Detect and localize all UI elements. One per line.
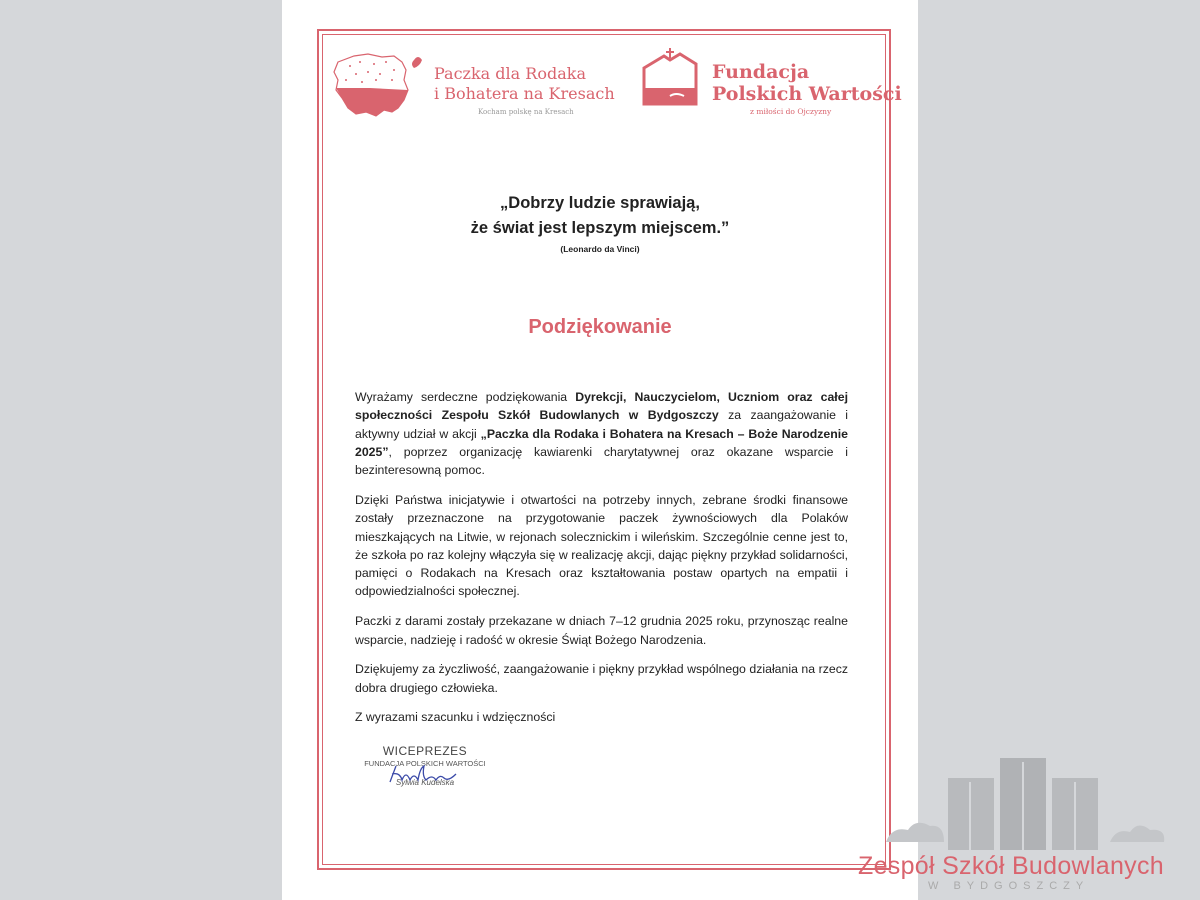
paragraph-2: Dzięki Państwa inicjatywie i otwartości na potrzeby innych, zebrane środki finansowe zostały przeznaczone na przygotowanie paczek żywnościowych dla Polaków mieszkających na Litwie, w rejonach solecznickim i wileńskim. Szczególnie cenne jest to, że szkoła po raz kolejny włączyła się w realizację akcji, dając piękny przykład solidarności, pamięci o Rodakach na Kresach oraz kształtowania postaw opartych na empatii i odpowiedzialności społecznej. [355, 492, 848, 599]
foundation-logo-subtitle: z miłości do Ojczyzny [750, 107, 832, 116]
quote-line-1: „Dobrzy ludzie sprawiają, [500, 194, 700, 212]
quote-line-2: że świat jest lepszym miejscem.” [470, 219, 730, 237]
letter-heading: Podziękowanie [528, 316, 672, 338]
poland-map-logo-icon [330, 50, 428, 122]
letter-page [282, 0, 918, 900]
quote-author: (Leonardo da Vinci) [560, 244, 640, 254]
paragraph-1: Wyrażamy serdeczne podziękowania Dyrekcji, Nauczycielom, Uczniom oraz całej społeczności Zespołu Szkół Budowlanych w Bydgoszczy za zaangażowanie i aktywny udział w akcji „Paczka dla Rodaka i Bohatera na Kresach – Boże Narodzenie 2025”, poprzez organizację kawiarenki charytatywnej oraz okazane wsparcie i bezinteresowną pomoc. [355, 390, 848, 478]
foundation-logo-title: Fundacja Polskich Wartości [712, 61, 902, 105]
paragraph-3: Paczki z darami zostały przekazane w dniach 7–12 grudnia 2025 roku, przynosząc realne wsparcie, nadzieję i radość w okresie Świąt Bożego Narodzenia. [355, 614, 848, 647]
letter-body [355, 388, 848, 738]
closing-line: Z wyrazami szacunku i wdzięczności [355, 710, 556, 725]
stamp-title: WICEPREZES [382, 744, 468, 758]
foundation-logo-icon [640, 44, 706, 116]
quote [282, 191, 918, 241]
stamp-name: Sylwia Kudelska [395, 778, 455, 787]
school-city: W BYDGOSZCZY [928, 880, 1090, 892]
handwritten-signature [382, 760, 472, 790]
paragraph-4: Dziękujemy za życzliwość, zaangażowanie i piękny przykład wspólnego działania na rzecz dobra drugiego człowieka. [355, 662, 848, 695]
school-name: Zespół Szkół Budowlanych [858, 852, 1164, 880]
campaign-logo-title: Paczka dla Rodaka i Bohatera na Kresach [434, 64, 615, 103]
campaign-logo-subtitle: Kocham polskę na Kresach [478, 108, 574, 116]
stamp-organization: FUNDACJA POLSKICH WARTOŚCI [364, 759, 486, 768]
